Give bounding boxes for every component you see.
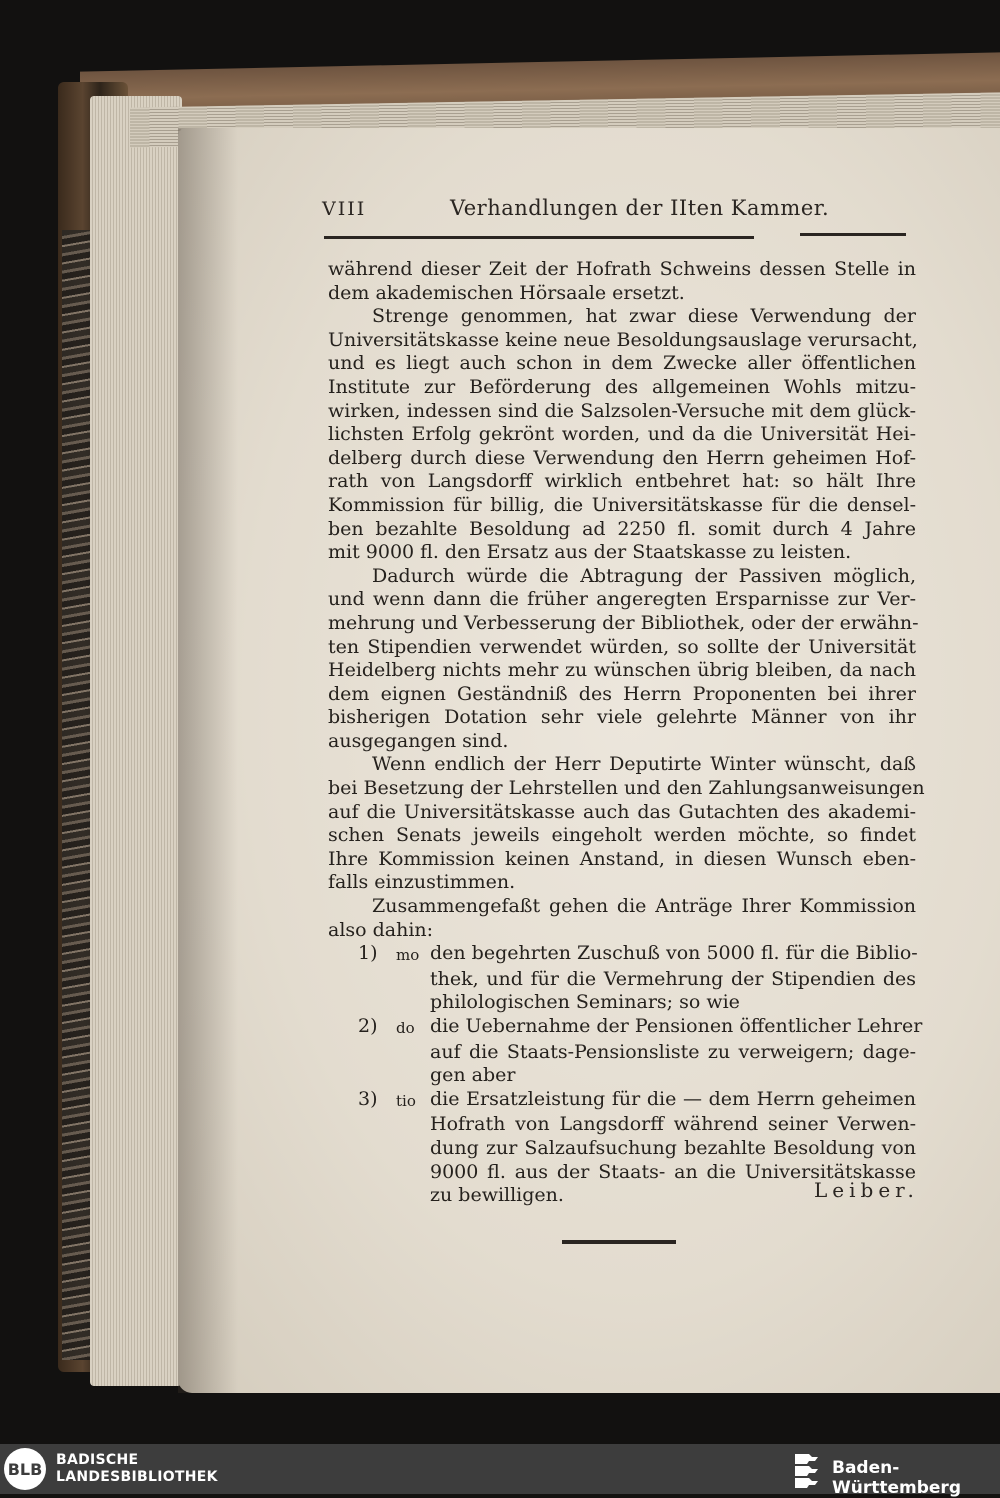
text-line: lichsten Erfolg gekrönt worden, und da die Universität Hei- — [328, 423, 916, 446]
list-number: 3) — [358, 1087, 378, 1110]
text-line: Zusammengefaßt gehen die Anträge Ihrer Kommission — [372, 895, 916, 918]
running-header — [322, 196, 912, 226]
text-line: wirken, indessen sind die Salzsolen-Versuche mit dem glück- — [328, 399, 916, 422]
page-fold-shadow — [178, 128, 238, 1393]
list-number — [358, 1137, 396, 1161]
list-number — [358, 1161, 396, 1185]
text-line: Kommission für billig, die Universitätskasse für die densel- — [328, 493, 916, 516]
list-ordinal-mark — [396, 1161, 430, 1185]
list-item — [358, 942, 916, 968]
baden-wuerttemberg-lions-icon — [792, 1450, 822, 1488]
library-name-line2: LANDESBIBLIOTHEK — [56, 1469, 218, 1485]
text-line: Ihre Kommission keinen Anstand, in diesen Wunsch eben- — [328, 847, 916, 870]
text-line: ben bezahlte Besoldung ad 2250 fl. somit durch 4 Jahre — [328, 517, 916, 540]
running-title: Verhandlungen der IIten Kammer. — [450, 196, 830, 220]
list-number — [358, 1064, 396, 1088]
list-text-line: gen aber — [430, 1064, 516, 1087]
text-line: rath von Langsdorff wirklich entbehret hat: so hält Ihre — [328, 470, 916, 493]
text-line: bisherigen Dotation sehr viele gelehrte Männer von ihr — [328, 706, 916, 729]
list-number — [358, 968, 396, 992]
list-text-line: auf die Staats-Pensionsliste zu verweigern; dage- — [430, 1040, 916, 1063]
list-item — [358, 1137, 916, 1161]
text-line: dem eignen Geständniß des Herrn Proponenten bei ihrer — [328, 682, 916, 705]
list-ordinal-mark — [396, 1041, 430, 1065]
list-number — [358, 1113, 396, 1137]
list-ordinal-mark — [396, 1064, 430, 1088]
list-text-line: die Ersatzleistung für die — dem Herrn geheimen — [430, 1087, 916, 1110]
text-line: Universitätskasse keine neue Besoldungsauslage verursacht, — [328, 328, 918, 351]
list-number — [358, 1041, 396, 1065]
text-line: während dieser Zeit der Hofrath Schweins dessen Stelle in — [328, 258, 916, 280]
text-line: Institute zur Beförderung des allgemeinen Wohls mitzu- — [328, 375, 916, 398]
text-line: also dahin: — [328, 918, 434, 941]
list-ordinal-mark: mo — [396, 946, 420, 965]
list-ordinal-mark: do — [396, 1019, 415, 1037]
text-line: dem akademischen Hörsaale ersetzt. — [328, 281, 685, 304]
blb-logo[interactable]: BLB — [4, 1448, 46, 1490]
text-line: mit 9000 fl. den Ersatz aus der Staatskasse zu leisten. — [328, 541, 852, 564]
footer-bar — [0, 1444, 1000, 1498]
text-line: und es liegt auch schon in dem Zwecke aller öffentlichen — [328, 352, 916, 375]
list-number — [358, 1184, 396, 1208]
page-edges-left — [90, 96, 182, 1386]
text-line: falls einzustimmen. — [328, 871, 516, 894]
text-line: Dadurch würde die Abtragung der Passiven möglich, — [372, 564, 916, 587]
text-line: mehrung und Verbesserung der Bibliothek, oder der erwähn- — [328, 611, 919, 634]
list-ordinal-mark — [396, 991, 430, 1015]
text-line: Heidelberg nichts mehr zu wünschen übrig bleiben, da nach — [328, 659, 916, 682]
list-ordinal-mark — [396, 968, 430, 992]
list-item — [358, 1113, 916, 1137]
list-item — [358, 991, 916, 1015]
header-rule — [324, 236, 754, 239]
list-number: 2) — [358, 1015, 378, 1037]
list-text-line: thek, und für die Vermehrung der Stipendien des — [430, 967, 916, 990]
text-line: delberg durch diese Verwendung den Herrn geheimen Hof- — [328, 446, 916, 469]
signature: Leiber. — [814, 1178, 919, 1202]
text-line: auf die Universitätskasse auch das Gutachten des akademi- — [328, 800, 916, 823]
page-number: VIII — [322, 198, 367, 220]
list-text-line: Hofrath von Langsdorff während seiner Verwen- — [430, 1113, 916, 1136]
list-ordinal-mark: tio — [396, 1091, 416, 1110]
list-number — [358, 991, 396, 1015]
list-text-line: dung zur Salzaufsuchung bezahlte Besoldung von — [430, 1136, 916, 1159]
library-name-line1: BADISCHE — [56, 1452, 139, 1468]
text-line: ten Stipendien verwendet würden, so sollte der Universität — [328, 635, 916, 658]
list-number: 1) — [358, 942, 378, 965]
list-text-line: 9000 fl. aus der Staats- an die Universitätskasse — [430, 1160, 916, 1183]
list-item — [358, 968, 916, 992]
list-text-line: zu bewilligen. — [430, 1184, 564, 1207]
list-text-line: die Uebernahme der Pensionen öffentlicher Lehrer — [430, 1015, 923, 1037]
list-text-line: den begehrten Zuschuß von 5000 fl. für die Biblio- — [430, 942, 918, 965]
end-rule — [562, 1240, 676, 1244]
list-ordinal-mark — [396, 1137, 430, 1161]
text-line: Wenn endlich der Herr Deputirte Winter wünscht, daß — [372, 753, 916, 776]
library-name — [56, 1452, 218, 1486]
text-line: und wenn dann die früher angeregten Ersparnisse zur Ver- — [328, 588, 916, 611]
text-line: schen Senats jeweils eingeholt werden möchte, so findet — [328, 824, 916, 847]
list-item — [358, 1064, 916, 1088]
state-name[interactable]: Baden-Württemberg — [832, 1458, 961, 1498]
body-text — [328, 258, 925, 1208]
text-line: ausgegangen sind. — [328, 729, 509, 752]
list-item — [358, 1015, 923, 1041]
header-rule-short — [800, 233, 906, 236]
list-ordinal-mark — [396, 1113, 430, 1137]
list-text-line: philologischen Seminars; so wie — [430, 991, 740, 1014]
text-line: Strenge genommen, hat zwar diese Verwendung der — [372, 305, 916, 328]
list-item — [358, 1088, 916, 1114]
list-item — [358, 1041, 916, 1065]
text-line: bei Besetzung der Lehrstellen und den Zahlungsanweisungen — [328, 777, 925, 800]
list-ordinal-mark — [396, 1184, 430, 1208]
